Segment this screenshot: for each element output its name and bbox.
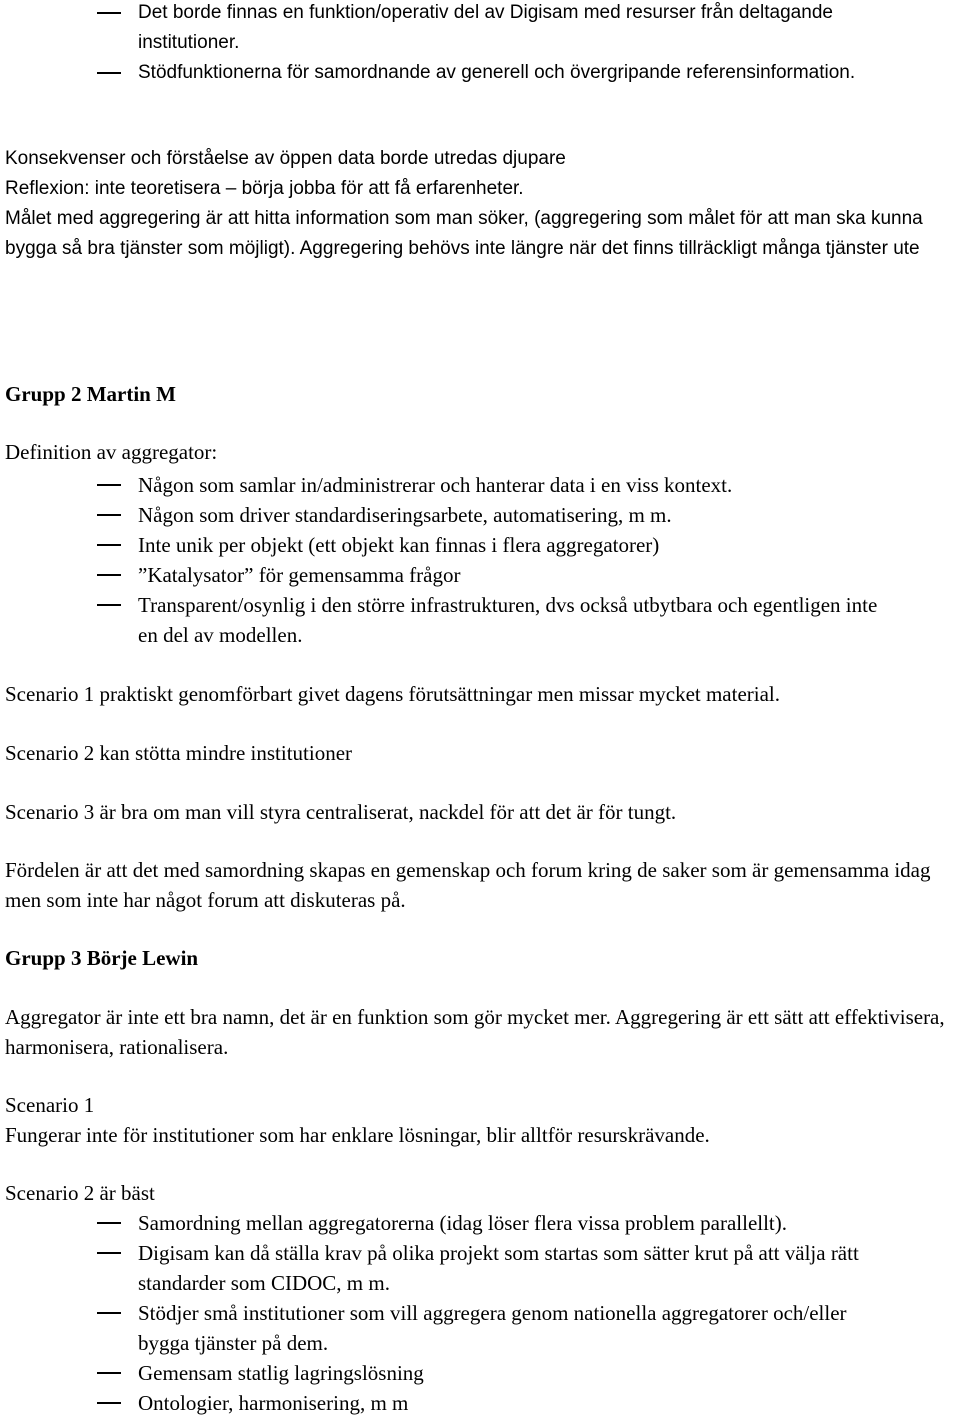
group3-intro: Aggregator är inte ett bra namn, det är en funktion som gör mycket mer. Aggregering är ett sätt att effektivisera, harmonisera, rationalisera. — [5, 1005, 945, 1059]
list-item — [5, 500, 957, 530]
list-item-text: Inte unik per objekt (ett objekt kan finnas i flera aggregatorer) — [138, 533, 660, 557]
section-heading: Grupp 3 Börje Lewin — [5, 946, 199, 970]
paragraph: Konsekvenser och förståelse av öppen data borde utredas djupare — [5, 148, 566, 169]
scenario-3-note: Scenario 3 är bra om man vill styra centraliserat, nackdel för att det är för tungt. — [5, 800, 677, 824]
paragraph: Reflexion: inte teoretisera – börja jobba för att få erfarenheter. — [5, 178, 524, 199]
group2-bullet-list — [5, 470, 957, 650]
top-paragraphs — [5, 144, 960, 264]
scenario-1-note: Scenario 1 praktiskt genomförbart givet dagens förutsättningar men missar mycket material. — [5, 682, 781, 706]
paragraph-part: Aggregering behövs inte längre när det finns tillräckligt många tjänster ute — [295, 238, 920, 259]
list-item — [5, 0, 898, 58]
list-item-text: Någon som samlar in/administrerar och hanterar data i en viss kontext. — [138, 473, 733, 497]
list-item — [5, 58, 898, 88]
scenario-1-text: Fungerar inte för institutioner som har enklare lösningar, blir alltför resurskrävande. — [5, 1123, 710, 1147]
list-item — [5, 1208, 957, 1238]
definition-label: Definition av aggregator: — [5, 440, 218, 464]
scenario-2-label: Scenario 2 är bäst — [5, 1181, 155, 1205]
list-item-text: Transparent/osynlig i den större infrastrukturen, dvs också utbytbara och egentligen inte en del av modellen. — [138, 593, 878, 647]
list-item-text: Ontologier, harmonisering, m m — [138, 1391, 409, 1415]
group3-bullet-list — [5, 1208, 957, 1418]
top-bullet-list — [5, 0, 957, 88]
list-item-text: ”Katalysator” för gemensamma frågor — [138, 563, 461, 587]
paragraph — [5, 204, 960, 264]
list-item — [5, 530, 957, 560]
list-item-text: Stödjer små institutioner som vill aggregera genom nationella aggregatorer och/eller bygga tjänster på dem. — [138, 1301, 847, 1355]
scenario-2-note: Scenario 2 kan stötta mindre institutioner — [5, 741, 353, 765]
list-item — [5, 1388, 957, 1418]
list-item — [5, 470, 957, 500]
scenario-1-label: Scenario 1 — [5, 1093, 95, 1117]
list-item — [5, 590, 898, 650]
list-item — [5, 1238, 898, 1298]
list-item-text: Gemensam statlig lagringslösning — [138, 1361, 424, 1385]
section-heading: Grupp 2 Martin M — [5, 382, 176, 406]
list-item-text: Stödfunktionerna för samordnande av generell och övergripande referensinformation. — [138, 62, 856, 83]
paragraph-part: Målet med aggregering är att hitta information som man söker, (aggregering som målet för att man ska kunna bygga så bra tjänster som möjligt). — [5, 208, 923, 259]
list-item — [5, 1298, 878, 1358]
list-item-text: Samordning mellan aggregatorerna (idag löser flera vissa problem parallellt). — [138, 1211, 788, 1235]
list-item-text: Digisam kan då ställa krav på olika projekt som startas som sätter krut på att välja rätt standarder som CIDOC, m m. — [138, 1241, 859, 1295]
list-item — [5, 560, 957, 590]
list-item-text: Någon som driver standardiseringsarbete, automatisering, m m. — [138, 503, 672, 527]
list-item — [5, 1358, 957, 1388]
advantage-paragraph: Fördelen är att det med samordning skapas en gemenskap och forum kring de saker som är gemensamma idag men som inte har något forum att diskuteras på. — [5, 858, 931, 912]
list-item-text: Det borde finnas en funktion/operativ del av Digisam med resurser från deltagande institutioner. — [138, 2, 833, 53]
